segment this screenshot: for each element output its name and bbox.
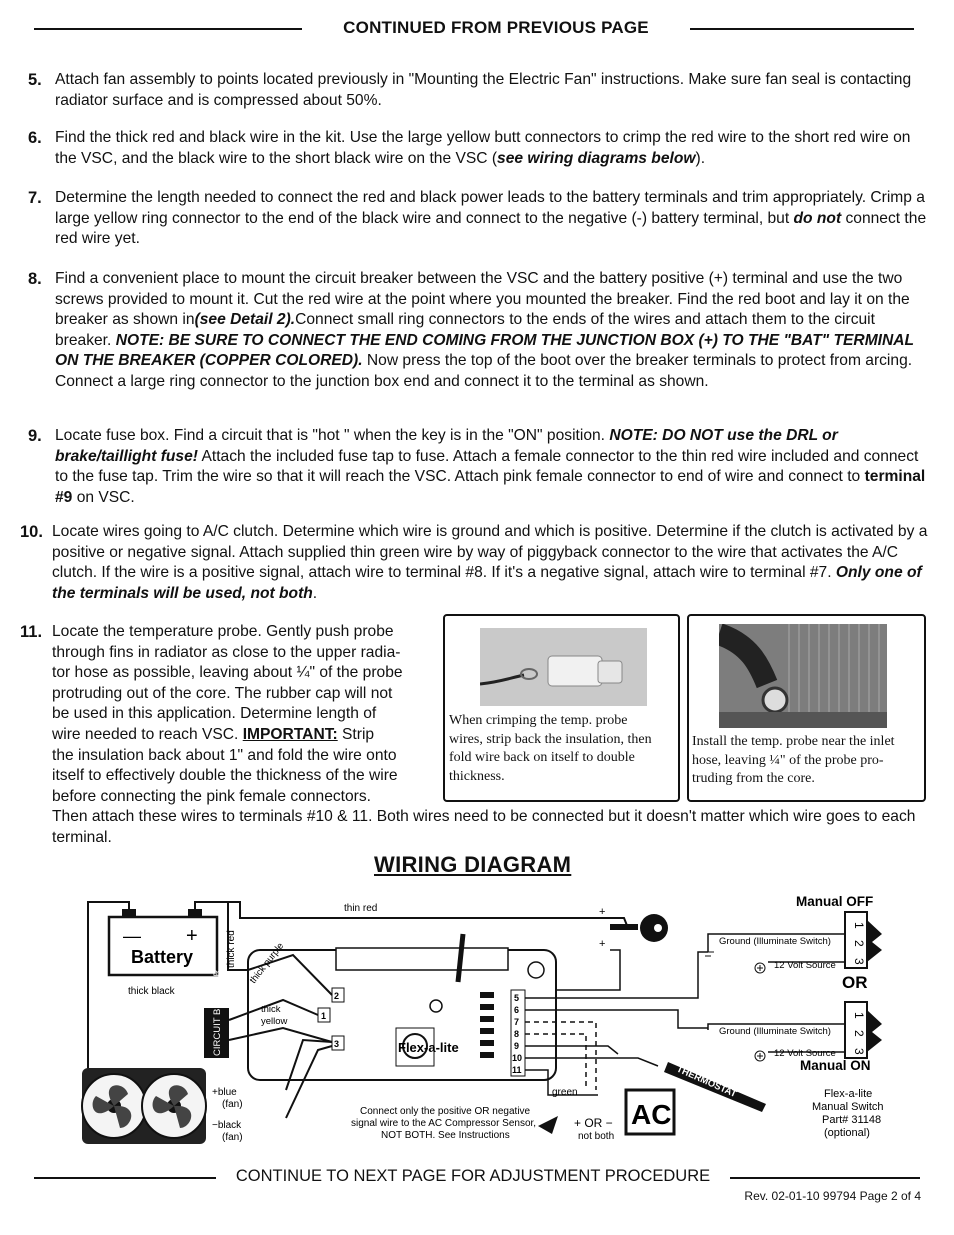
step-line: through fins in radiator as close to the upper radia- <box>52 643 401 661</box>
wire-connector-image <box>480 628 647 706</box>
continue-footer-text: CONTINUE TO NEXT PAGE FOR ADJUSTMENT PROCEDURE <box>235 1167 711 1185</box>
step-number: 8. <box>28 270 42 288</box>
continued-header <box>34 16 914 40</box>
revision-page-number: Rev. 02-01-10 99794 Page 2 of 4 <box>744 1189 921 1203</box>
terminal-ref: terminal #9 <box>55 468 926 506</box>
step-text: Attach the included fuse tap to fuse. Attach a female connector to the thin red wire included and connect to the fuse tap. Trim the wire so that it will reach the VSC. Attach pink female connector to end of wire and connect to <box>55 447 919 486</box>
step-7 <box>28 188 928 250</box>
volt-source-label: 12 Volt Source <box>774 1048 836 1059</box>
fan-blue-label-1: +blue <box>212 1087 237 1098</box>
switch-info-line: (optional) <box>824 1127 870 1139</box>
continue-footer <box>34 1165 920 1189</box>
fan-black-label-1: −black <box>212 1120 242 1131</box>
ground-label: Ground (Illuminate Switch) <box>719 936 831 947</box>
radiator-image <box>719 624 887 728</box>
radiator-caption: Install the temp. probe near the inlet hose, leaving ¼" of the probe pro- truding from the core. <box>692 734 895 787</box>
manual-off-label: Manual OFF <box>796 894 874 909</box>
svg-text:2: 2 <box>852 940 866 947</box>
step-text: connect the red wire yet. <box>55 209 927 248</box>
step-line: the insulation back about 1" and fold the wire onto <box>52 746 397 764</box>
mount-screw-icon <box>430 1000 442 1012</box>
footer-rule-right <box>730 1177 920 1179</box>
step-number: 10. <box>20 523 43 541</box>
dual-fan-icon <box>82 1068 206 1144</box>
wiring-diagram <box>78 890 898 1152</box>
footer-rule-left <box>34 1177 216 1179</box>
step-line: before connecting the pink female connectors. <box>52 787 372 805</box>
key-plus-2: + <box>599 938 606 950</box>
step-number: 6. <box>28 129 42 147</box>
step-text: Locate wires going to A/C clutch. Determine which wire is ground and which is positive. Determine if the clutch is activated by a positive or negative signal. Attach supplied thin green wire by way of piggyback connector to the wire that activates the A/C clutch. If the wire is a positive signal, attach wire to terminal #8. If it's a negative signal, attach wire to terminal #7. <box>52 523 928 582</box>
step-text: ). <box>695 149 706 167</box>
step-line: Locate the temperature probe. Gently push probe <box>52 623 394 640</box>
crimp-caption: When crimping the temp. probe wires, strip back the insulation, then fold wire back on itself to double thickness. <box>449 713 652 784</box>
battery-plus: + <box>186 925 198 947</box>
step-note: NOTE: BE SURE TO CONNECT THE END COMING FROM THE JUNCTION BOX (+) TO THE "BAT" TERMINAL ON THE BREAKER (COPPER COLORED). <box>55 331 914 370</box>
step-emphasis: (see Detail 2). <box>194 311 296 329</box>
ground-label: Ground (Illuminate Switch) <box>719 1026 831 1037</box>
step-number: 7. <box>28 189 42 207</box>
step-emphasis: do not <box>793 209 842 227</box>
not-both-text: not both <box>578 1131 615 1142</box>
svg-text:1: 1 <box>852 1012 866 1019</box>
step-text: Connect small ring connectors to the ends of the wires and attach them to the circuit breaker. <box>55 311 875 349</box>
step-text: Determine the length needed to connect the red and black power leads to the battery terminals and trim appropriately. Crimp a large yellow ring connector to the end of the black wire and connect to the negative (-) battery terminal, but <box>55 189 925 227</box>
battery-minus: — <box>123 926 141 946</box>
svg-text:5: 5 <box>514 993 520 1003</box>
step-text: Locate fuse box. Find a circuit that is "hot " when the key is in the "ON" position. <box>55 427 610 444</box>
thin-red-wire <box>228 902 610 918</box>
manual-on-label: Manual ON <box>800 1058 871 1073</box>
step-text: . <box>312 584 318 602</box>
step-10 <box>20 522 928 604</box>
svg-text:11: 11 <box>512 1065 522 1075</box>
switch-info-line: Part# 31148 <box>822 1114 882 1126</box>
step-number: 5. <box>28 71 42 89</box>
vsc-relay <box>336 948 508 970</box>
step-emphasis: Only one of the terminals will be used, not both <box>52 564 922 602</box>
breaker-label: CIRCUIT BREAKER <box>212 969 223 1056</box>
step-line: Then attach these wires to terminals #10 & 11. Both wires need to be connected but it doesn't matter which wire goes to each terminal. <box>52 808 916 846</box>
step-text: Find the thick red and black wire in the kit. Use the large yellow butt connectors to crimp the red wire to the short red wire on the VSC, and the black wire to the short black wire on the VSC ( <box>55 129 911 167</box>
step-line: wire needed to reach VSC. IMPORTANT: Strip <box>52 725 375 743</box>
svg-text:THERMOSTAT: THERMOSTAT <box>674 1063 739 1101</box>
step-8 <box>28 269 928 393</box>
svg-text:3: 3 <box>852 1048 866 1055</box>
thin-red-label: thin red <box>344 903 378 914</box>
svg-text:7: 7 <box>514 1017 520 1027</box>
crimp-photo <box>480 628 647 706</box>
or-text: + OR − <box>574 1116 613 1130</box>
svg-text:1: 1 <box>321 1011 327 1021</box>
thick-black-label: thick black <box>128 986 175 997</box>
battery-terminal-negative <box>122 909 136 917</box>
plus-source-icon <box>755 1051 765 1061</box>
radiator-photo <box>719 624 887 728</box>
header-rule-right <box>690 28 914 30</box>
terminal-block-right <box>511 990 525 1076</box>
manual-switch-on <box>845 1002 882 1058</box>
svg-text:8: 8 <box>514 1029 520 1039</box>
svg-text:10: 10 <box>512 1053 523 1063</box>
battery-label: Battery <box>131 947 194 967</box>
ac-note-line: NOT BOTH. See Instructions <box>381 1130 510 1141</box>
step-text: Attach fan assembly to points located previously in "Mounting the Electric Fan" instructions. Make sure fan seal is contacting radiator surface and is compressed about 50%. <box>55 71 912 109</box>
svg-text:6: 6 <box>514 1005 520 1015</box>
thick-purple-label: thick purple <box>247 940 287 986</box>
switch-info-line: Flex-a-lite <box>824 1088 873 1100</box>
step-text: Find a convenient place to mount the circuit breaker between the VSC and the battery positive (+) terminal and use the two screws provided to mount it. Cut the red wire at the point where you mounted the breaker. Find the red boot and lay it on the breaker as shown in <box>55 270 910 329</box>
fan-black-label-2: (fan) <box>222 1132 243 1143</box>
step-line: itself to effectively double the thickness of the wire <box>52 767 398 785</box>
green-wire-label: green <box>552 1087 578 1098</box>
important-label: IMPORTANT: <box>242 725 338 743</box>
header-rule-left <box>34 28 302 30</box>
svg-text:9: 9 <box>514 1041 520 1051</box>
step-note: NOTE: DO NOT use the DRL or brake/taillight fuse! <box>55 427 838 465</box>
step-number: 11. <box>20 623 43 641</box>
arrow-icon <box>538 1116 558 1134</box>
battery-terminal-positive <box>188 909 202 917</box>
step-number: 9. <box>28 427 42 445</box>
step-9 <box>28 426 928 508</box>
thermostat-probe <box>664 1062 766 1112</box>
step-line: protruding out of the core. The rubber cap will not <box>52 684 393 702</box>
ac-note-line: signal wire to the AC Compressor Sensor, <box>351 1118 537 1129</box>
ac-note-line: Connect only the positive OR negative <box>360 1106 531 1117</box>
volt-source-label: 12 Volt Source <box>774 960 836 971</box>
step-5 <box>28 70 928 111</box>
key-plus-1: + <box>599 906 606 918</box>
ac-label: AC <box>631 1099 672 1130</box>
step-emphasis: see wiring diagrams below <box>497 149 696 167</box>
photo-box-crimp <box>443 614 680 802</box>
switch-info-line: Manual Switch <box>812 1101 884 1113</box>
svg-text:3: 3 <box>852 958 866 965</box>
svg-text:1: 1 <box>852 922 866 929</box>
plus-source-icon <box>755 963 765 973</box>
step-text: Now press the top of the boot over the breaker terminals to protect from arcing. Connect a large ring connector to the junction box end and connect it to the terminal as shown. <box>55 352 913 390</box>
svg-text:2: 2 <box>852 1030 866 1037</box>
mount-screw-icon <box>528 962 544 978</box>
svg-text:2: 2 <box>334 991 340 1001</box>
step-6 <box>28 128 928 169</box>
step-line: be used in this application. Determine length of <box>52 705 377 723</box>
wiring-diagram-title: WIRING DIAGRAM <box>374 852 572 877</box>
step-text: on VSC. <box>72 488 135 506</box>
continued-header-text: CONTINUED FROM PREVIOUS PAGE <box>343 18 649 37</box>
svg-text:Flex-a-lite: Flex-a-lite <box>398 1040 459 1055</box>
photo-box-radiator <box>687 614 926 802</box>
thick-red-label: thick red <box>226 930 237 968</box>
step-line: tor hose as possible, leaving about ¼" of the probe <box>52 664 403 682</box>
thick-yellow-label-1: thick <box>261 1004 281 1015</box>
svg-text:3: 3 <box>334 1039 340 1049</box>
thick-yellow-label-2: yellow <box>261 1016 288 1027</box>
fan-blue-label-2: (fan) <box>222 1099 243 1110</box>
or-label: OR <box>842 973 868 992</box>
manual-switch-off <box>845 912 882 968</box>
